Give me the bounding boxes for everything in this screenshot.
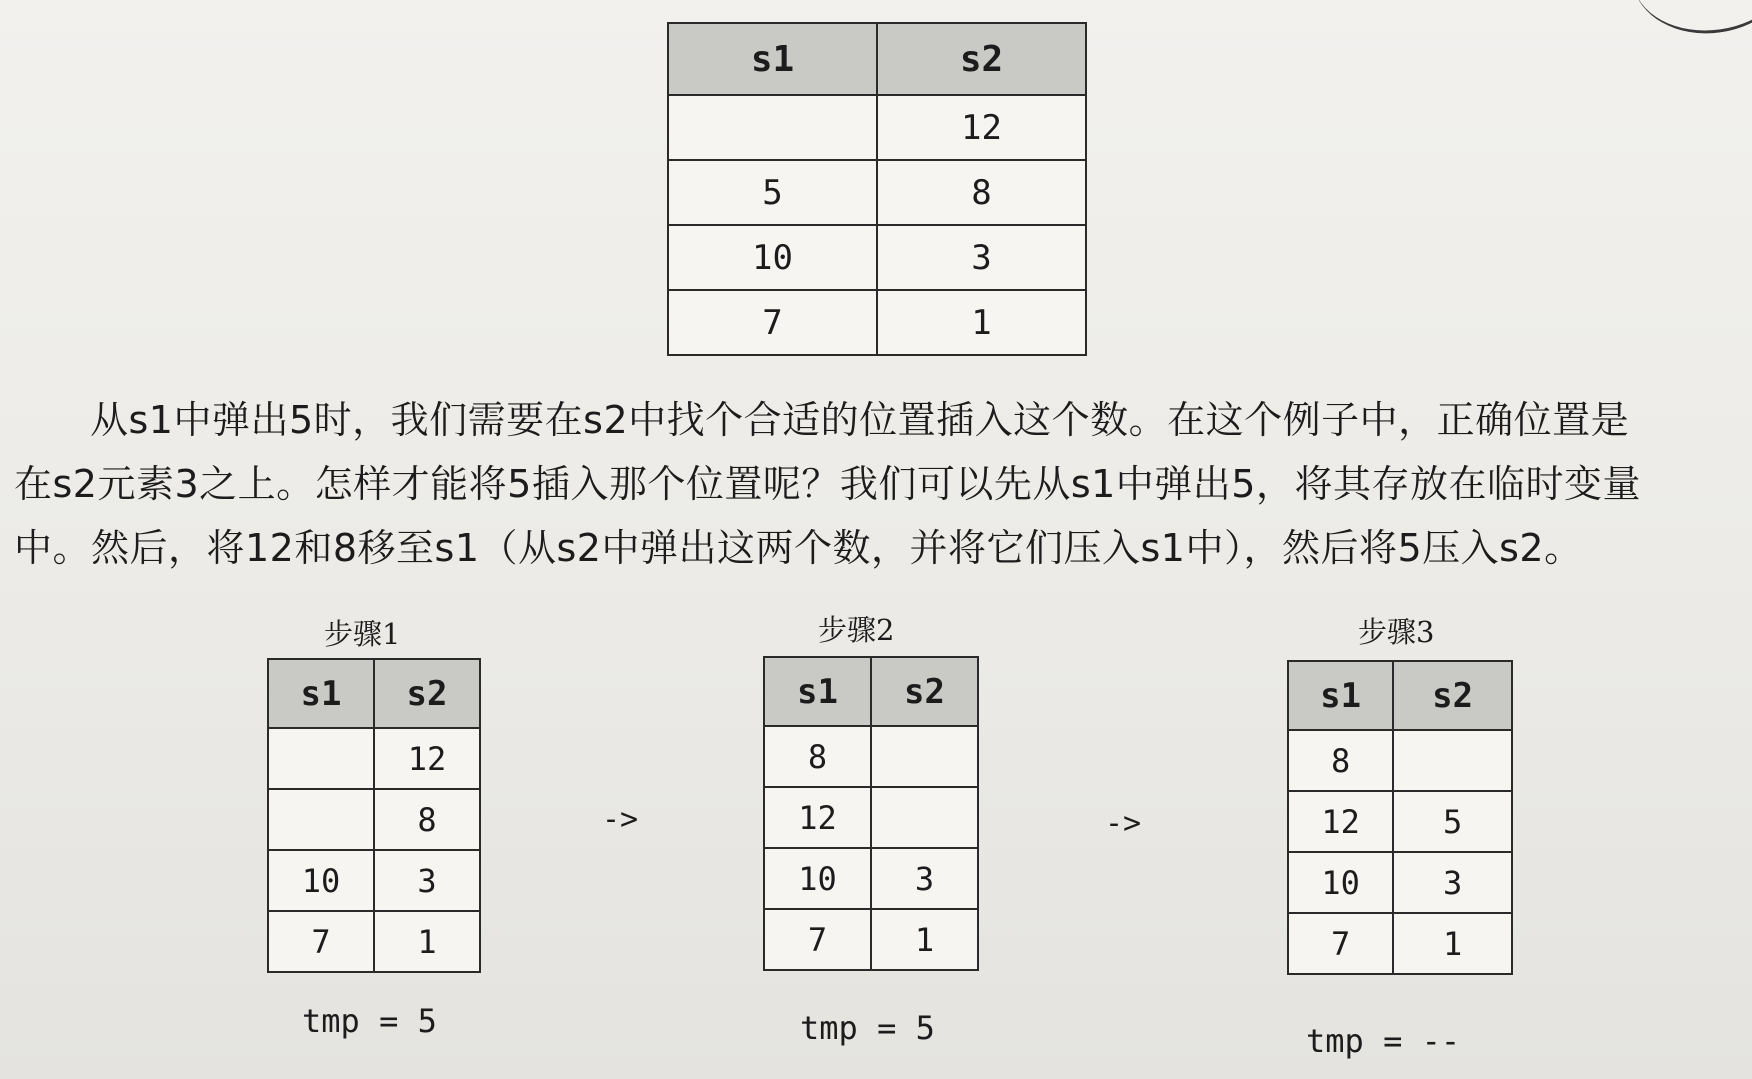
table-row [764,848,978,909]
step-2-table [763,656,979,971]
table-header-row [1288,661,1512,730]
table-row [1288,852,1512,913]
step-2-tmp-value: tmp = 5 [800,1009,935,1047]
cell-s2: 1 [877,290,1086,355]
paragraph-line: 中。然后，将12和8移至s1（从s2中弹出这两个数，并将它们压入s1中），然后将5压入s2。 [14,526,1583,570]
table-row [268,850,480,911]
table-header-row [764,657,978,726]
cell-s2 [1393,730,1512,791]
table-row [764,787,978,848]
page-corner-curl [1624,0,1752,44]
table-row [764,909,978,970]
table-row [1288,791,1512,852]
header-s1: s1 [1288,661,1393,730]
cell-s1: 7 [1288,913,1393,974]
table-header-row [668,23,1086,95]
cell-s2: 1 [1393,913,1512,974]
cell-s2: 3 [871,848,978,909]
header-s2: s2 [1393,661,1512,730]
cell-s2: 3 [1393,852,1512,913]
cell-s2: 1 [374,911,480,972]
body-paragraph [14,388,1744,580]
table-row [268,911,480,972]
header-s2: s2 [871,657,978,726]
cell-s1: 7 [268,911,374,972]
table-row [1288,913,1512,974]
cell-s1: 12 [1288,791,1393,852]
step-2-label: 步骤2 [818,613,895,647]
cell-s1: 10 [764,848,871,909]
cell-s2: 1 [871,909,978,970]
cell-s2 [871,787,978,848]
cell-s2: 12 [877,95,1086,160]
cell-s2: 8 [877,160,1086,225]
table-row [668,95,1086,160]
table-row [268,728,480,789]
top-stack-table [667,22,1087,356]
table-row [668,160,1086,225]
cell-s1: 10 [268,850,374,911]
cell-s2: 3 [877,225,1086,290]
step-3-table [1287,660,1513,975]
cell-s1: 8 [764,726,871,787]
cell-s1: 10 [1288,852,1393,913]
cell-s1 [268,728,374,789]
cell-s1: 12 [764,787,871,848]
header-s2: s2 [374,659,480,728]
step-1-label: 步骤1 [324,617,401,651]
cell-s1: 10 [668,225,877,290]
table-row [764,726,978,787]
cell-s1: 7 [668,290,877,355]
cell-s1 [268,789,374,850]
arrow-step-1-to-2: -> [602,802,639,837]
cell-s2: 8 [374,789,480,850]
arrow-step-2-to-3: -> [1105,806,1142,841]
paragraph-line: 在s2元素3之上。怎样才能将5插入那个位置呢？我们可以先从s1中弹出5，将其存放在临时变量 [14,462,1641,506]
header-s1: s1 [668,23,877,95]
cell-s1: 5 [668,160,877,225]
cell-s1: 7 [764,909,871,970]
header-s1: s1 [268,659,374,728]
cell-s2: 5 [1393,791,1512,852]
table-row [668,290,1086,355]
header-s1: s1 [764,657,871,726]
table-header-row [268,659,480,728]
cell-s2: 12 [374,728,480,789]
table-row [268,789,480,850]
step-3-tmp-value: tmp = -- [1306,1022,1461,1060]
cell-s1 [668,95,877,160]
cell-s1: 8 [1288,730,1393,791]
header-s2: s2 [877,23,1086,95]
cell-s2: 3 [374,850,480,911]
step-1-table [267,658,481,973]
table-row [668,225,1086,290]
step-1-tmp-value: tmp = 5 [302,1002,437,1040]
step-3-label: 步骤3 [1358,615,1435,649]
cell-s2 [871,726,978,787]
paragraph-line: 从s1中弹出5时，我们需要在s2中找个合适的位置插入这个数。在这个例子中，正确位置是 [90,398,1630,442]
table-row [1288,730,1512,791]
